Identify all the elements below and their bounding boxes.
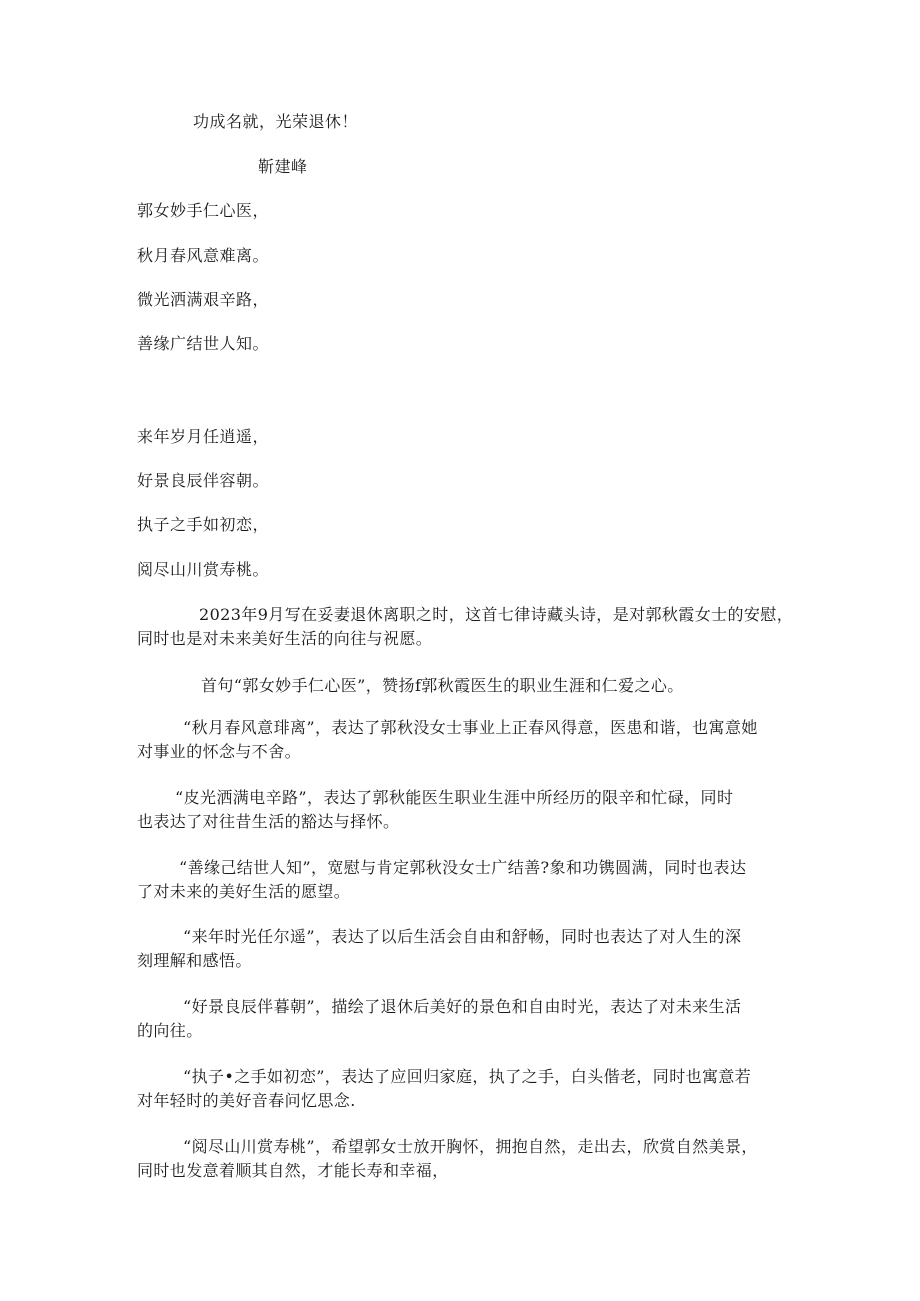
commentary-paragraph [137,1065,787,1113]
paragraph-line: 也表达了对往昔生活的豁达与择怀。 [137,812,400,831]
commentary-paragraph [137,674,787,698]
poem-line: 郭女妙手仁心医， [137,201,270,220]
doc-title: 功成名就，光荣退休！ [193,112,359,131]
paragraph-line: “秋月春风意琲离”，表达了郭秋没女士事业上正春风得意，医患和谐，也寓意她 [183,718,758,737]
paragraph-line: “来年时光任尔遥”，表达了以后生活会自由和舒畅，同时也表达了对人生的深 [183,927,742,946]
paragraph-line: 首句“郭女妙手仁心医”，赞扬f郭秋霞医生的职业生涯和仁爱之心。 [201,676,684,695]
paragraph-line: 对年轻时的美好音春问忆思念. [137,1091,356,1110]
paragraph-line: 刻理解和感悟。 [137,951,252,970]
paragraph-line: “好景良辰伴暮朝”，描绘了退休后美好的景色和自由时光，表达了对未来生活 [183,997,742,1016]
paragraph-line: 同时也发意着顺其自然，才能长寿和幸福， [137,1161,449,1180]
paragraph-line: “善缘己结世人知”，宽慰与肯定郭秋没女士广结善?象和功镌圆满，同时也表达 [179,858,747,877]
commentary-paragraph [137,1135,787,1183]
poem-line: 微光洒满艰辛路， [137,290,270,309]
poem-line: 来年岁月任逍遥， [137,427,270,446]
poem-line: 秋月春风意难离。 [137,246,270,265]
paragraph-line: “执子•之手如初恋”，表达了应回归家庭，执了之手，白头偕老，同时也寓意若 [183,1067,752,1086]
poem-line: 好景良辰伴容朝。 [137,471,270,490]
paragraph-line: 2023年9月写在妥妻退休离职之时，这首七律诗藏头诗，是对郭秋霞女士的安慰， [199,605,794,624]
commentary-paragraph [137,995,787,1043]
commentary-paragraph [137,786,787,834]
paragraph-line: 同时也是对未来美好生活的向往与祝愿。 [137,629,433,648]
poem-line: 阅尽山川赏寿桃。 [137,560,270,579]
paragraph-line: “阅尽山川赏寿桃”，希望郭女士放开胸怀，拥抱自然，走出去，欣赏自然美景， [183,1137,758,1156]
commentary-paragraph [137,716,787,764]
poem-line: 执子之手如初恋， [137,515,270,534]
commentary-paragraph [137,925,787,973]
paragraph-line: “皮光洒满电辛路”，表达了郭秋能医生职业生涯中所经历的限辛和忙碌，同时 [175,788,734,807]
commentary-paragraph [137,603,794,651]
doc-author: 靳建峰 [258,157,308,176]
commentary-paragraph [137,856,787,904]
paragraph-line: 了对未来的美好生活的愿望。 [137,882,351,901]
paragraph-line: 的向往。 [137,1021,203,1040]
poem-line: 善缘广结世人知。 [137,334,270,353]
paragraph-line: 对事业的怀念与不舍。 [137,742,302,761]
